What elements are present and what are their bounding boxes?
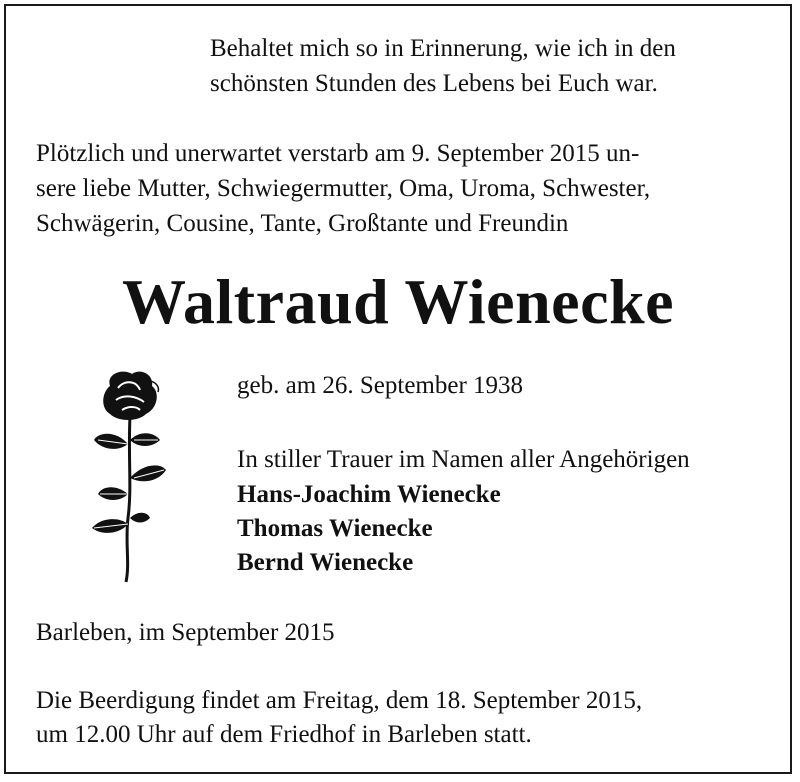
place-date: Barleben, im September 2015 [36,619,335,646]
funeral-line-1: Die Beerdigung findet am Freitag, dem 18. September 2015, [36,687,643,714]
announcement-line-3: Schwägerin, Cousine, Tante, Großtante und Freundin [36,210,569,237]
funeral-line-2: um 12.00 Uhr auf dem Friedhof in Barleben statt. [36,721,532,748]
motto-line-2: schönsten Stunden des Lebens bei Euch war. [210,70,658,97]
announcement-line-1: Plötzlich und unerwartet verstarb am 9. September 2015 un- [36,140,640,167]
announcement-line-2: sere liebe Mutter, Schwiegermutter, Oma, Uroma, Schwester, [36,175,651,202]
rose-icon [88,368,170,586]
birth-date: geb. am 26. September 1938 [237,372,524,399]
mourner-name: Bernd Wienecke [237,549,414,576]
mourner-name: Thomas Wienecke [237,515,433,542]
mourners-intro: In stiller Trauer im Namen aller Angehörigen [237,446,690,473]
motto-line-1: Behaltet mich so in Erinnerung, wie ich in den [210,35,676,62]
deceased-name: Waltraud Wienecke [122,266,674,337]
obituary-notice [4,4,792,774]
mourner-name: Hans-Joachim Wienecke [237,481,501,508]
